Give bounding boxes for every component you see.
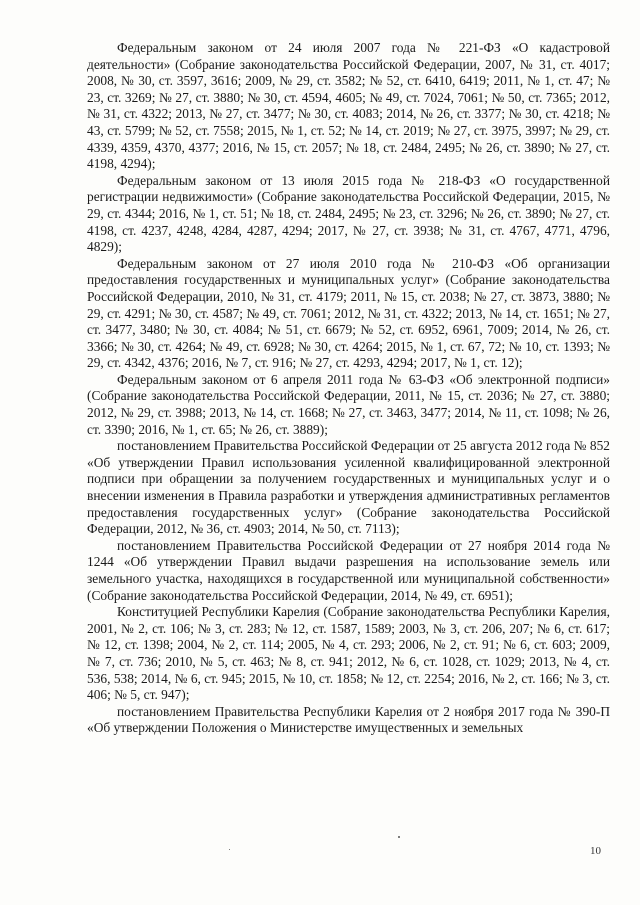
page-number: 10 — [590, 845, 601, 857]
paragraph-public-services-law: Федеральным законом от 27 июля 2010 года № 210-ФЗ «Об организации предоставления государственных и муниципальных услуг» (Собрание законодательства Российской Федерации, 2010, № 31, ст. 4179; 2011, № 15, ст. 2038; № 27, ст. 3873, 3880; № 29, ст. 4291; № 30, ст. 4587; № 49, ст. 7061; 2012, № 31, ст. 4322; 2013, № 14, ст. 1651; № 27, ст. 3477, 3480; № 30, ст. 4084; № 51, ст. 6679; № 52, ст. 6952, 6961, 7009; 2014, № 26, ст. 3366; № 30, ст. 4264; № 49, ст. 6928; № 30, ст. 4264; 2015, № 1, ст. 67, 72; № 10, ст. 1393; № 29, ст. 4342, 4376; 2016, № 7, ст. 916; № 27, ст. 4293, 4294; 2017, № 1, ст. 12); — [87, 255, 610, 371]
paragraph-karelia-decree-390p: постановлением Правительства Республики Карелия от 2 ноября 2017 года № 390-П «Об утверждении Положения о Министерстве имущественных и земельных — [87, 703, 610, 736]
paragraph-electronic-signature-law: Федеральным законом от 6 апреля 2011 года № 63-ФЗ «Об электронной подписи» (Собрание законодательства Российской Федерации, 2011, № 15, ст. 2036; № 27, ст. 3880; 2012, № 29, ст. 3988; 2013, № 14, ст. 1668; № 27, ст. 3463, 3477; 2014, № 11, ст. 1098; № 26, ст. 3390; 2016, № 1, ст. 65; № 26, ст. 3889); — [87, 371, 610, 437]
paragraph-cadastral-law: Федеральным законом от 24 июля 2007 года № 221-ФЗ «О кадастровой деятельности» (Собрание законодательства Российской Федерации, 2007, № 31, ст. 4017; 2008, № 30, ст. 3597, 3616; 2009, № 29, ст. 3582; № 52, ст. 6410, 6419; 2011, № 1, ст. 47; № 23, ст. 3269; № 27, ст. 3880; № 30, ст. 4594, 4605; № 49, ст. 7024, 7061; № 50, ст. 7365; 2012, № 31, ст. 4322; 2013, № 27, ст. 3477; № 30, ст. 4083; 2014, № 26, ст. 3377; № 30, ст. 4218; № 43, ст. 5799; № 52, ст. 7558; 2015, № 1, ст. 52; № 14, ст. 2019; № 27, ст. 3975, 3997; № 29, ст. 4339, 4359, 4370, 4377; 2016, № 15, ст. 2057; № 18, ст. 2484, 2495; № 26, ст. 3890; № 27, ст. 4198, 4294); — [87, 40, 610, 172]
paragraph-government-decree-852: постановлением Правительства Российской Федерации от 25 августа 2012 года № 852 «Об утверждении Правил использования усиленной квалифицированной электронной подписи при обращении за получением государственных и муниципальных услуг и о внесении изменения в Правила разработки и утверждения административных регламентов предоставления государственных услуг» (Собрание законодательства Российской Федерации, 2012, № 36, ст. 4903; 2014, № 50, ст. 7113); — [87, 438, 610, 537]
paragraph-karelia-constitution: Конституцией Республики Карелия (Собрание законодательства Республики Карелия, 2001, № 2, ст. 106; № 3, ст. 283; № 12, ст. 1587, 1589; 2003, № 3, ст. 206, 207; № 6, ст. 617; № 12, ст. 1398; 2004, № 2, ст. 114; 2005, № 4, ст. 293; 2006, № 2, ст. 91; № 6, ст. 603; 2009, № 7, ст. 736; 2010, № 5, ст. 463; № 8, ст. 941; 2012, № 6, ст. 1028, ст. 1029; 2013, № 4, ст. 536, 538; 2014, № 6, ст. 945; 2015, № 10, ст. 1858; № 12, ст. 2254; 2016, № 2, ст. 166; № 3, ст. 406; № 5, ст. 947); — [87, 604, 610, 703]
scan-speck — [398, 836, 400, 838]
scan-speck — [229, 849, 230, 850]
paragraph-real-estate-registration-law: Федеральным законом от 13 июля 2015 года № 218-ФЗ «О государственной регистрации недвижимости» (Собрание законодательства Российской Федерации, 2015, № 29, ст. 4344; 2016, № 1, ст. 51; № 18, ст. 2484, 2495; № 23, ст. 3296; № 26, ст. 3890; № 27, ст. 4198, ст. 4237, 4248, 4284, 4287, 4294; 2017, № 27, ст. 3938; № 31, ст. 4767, 4771, 4796, 4829); — [87, 172, 610, 255]
paragraph-government-decree-1244: постановлением Правительства Российской Федерации от 27 ноября 2014 года № 1244 «Об утверждении Правил выдачи разрешения на использование земель или земельного участка, находящихся в государственной или муниципальной собственности» (Собрание законодательства Российской Федерации, 2014, № 49, ст. 6951); — [87, 537, 610, 603]
document-body — [87, 40, 610, 737]
